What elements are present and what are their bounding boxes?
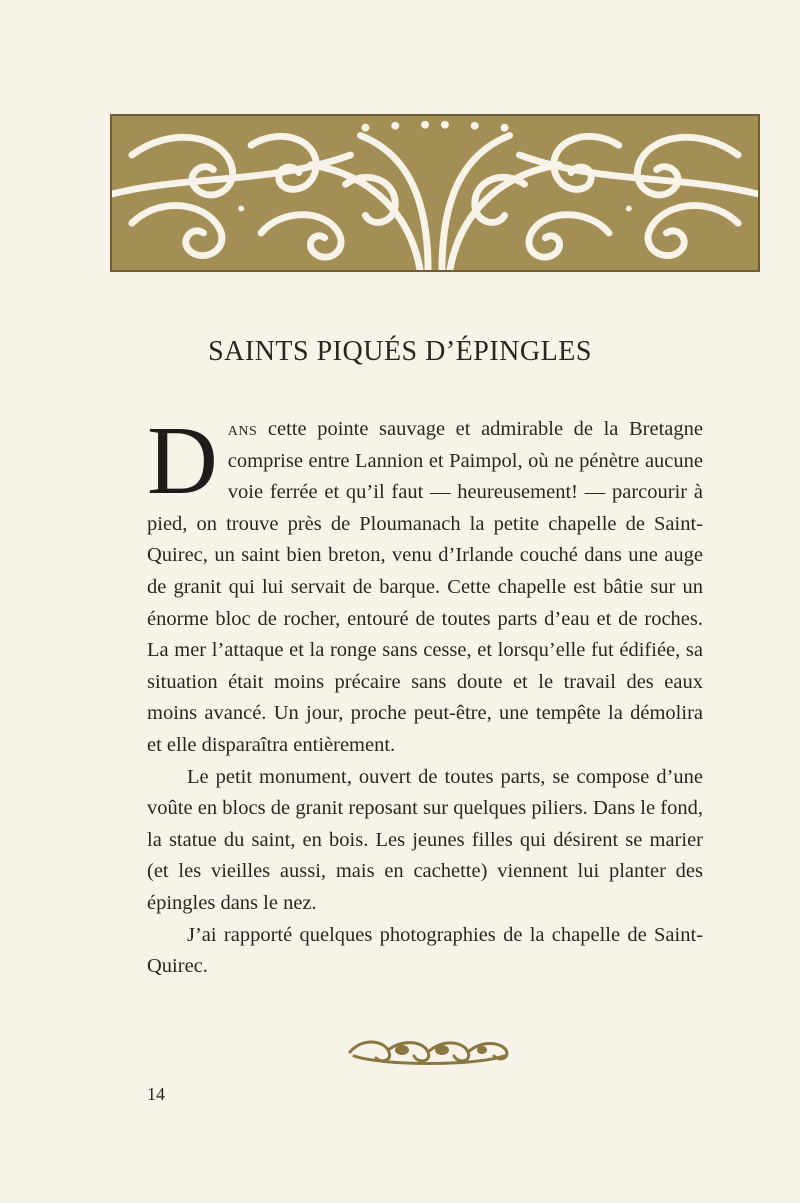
scrollwork-header-ornament-icon	[110, 114, 760, 272]
paragraph-1	[147, 407, 703, 762]
chapter-title: SAINTS PIQUÉS D’ÉPINGLES	[208, 336, 592, 367]
body-text	[147, 407, 703, 983]
opening-word-rest: ans	[227, 418, 258, 440]
paragraph-1-text: cette pointe sauvage et admirable de la Bretagne comprise entre Lannion et Paimpol, où ne pénètre aucune voie ferrée et qu’il faut — heureusement! — parcourir à pied, on trouve près de Ploumanach la petite chapelle de Saint-Quirec, un saint bien breton, venu d’Irlande couché dans une auge de granit qui lui servait de barque. Cette chapelle est bâtie sur un énorme bloc de rocher, entouré de toutes parts d’eau et de roches. La mer l’attaque et la ronge sans cesse, et lorsqu’elle fut édifiée, sa situation était moins précaire sans doute et le travail des eaux moins avancé. Un jour, proche peut-être, une tempête la démolira et elle disparaîtra entièrement.	[147, 418, 703, 756]
paragraph-3: J’ai rapporté quelques photographies de la chapelle de Saint-Quirec.	[147, 923, 703, 978]
scrollwork-tailpiece-icon	[344, 1030, 514, 1070]
paragraph-2: Le petit monument, ouvert de toutes parts, se compose d’une voûte en blocs de granit reposant sur quelques piliers. Dans le fond, la statue du saint, en bois. Les jeunes filles qui désirent se marier (et les vieilles aussi, mais en cachette) viennent lui planter des épingles dans le nez.	[147, 765, 703, 914]
drop-cap: D	[147, 407, 218, 515]
page-number: 14	[147, 1084, 165, 1104]
